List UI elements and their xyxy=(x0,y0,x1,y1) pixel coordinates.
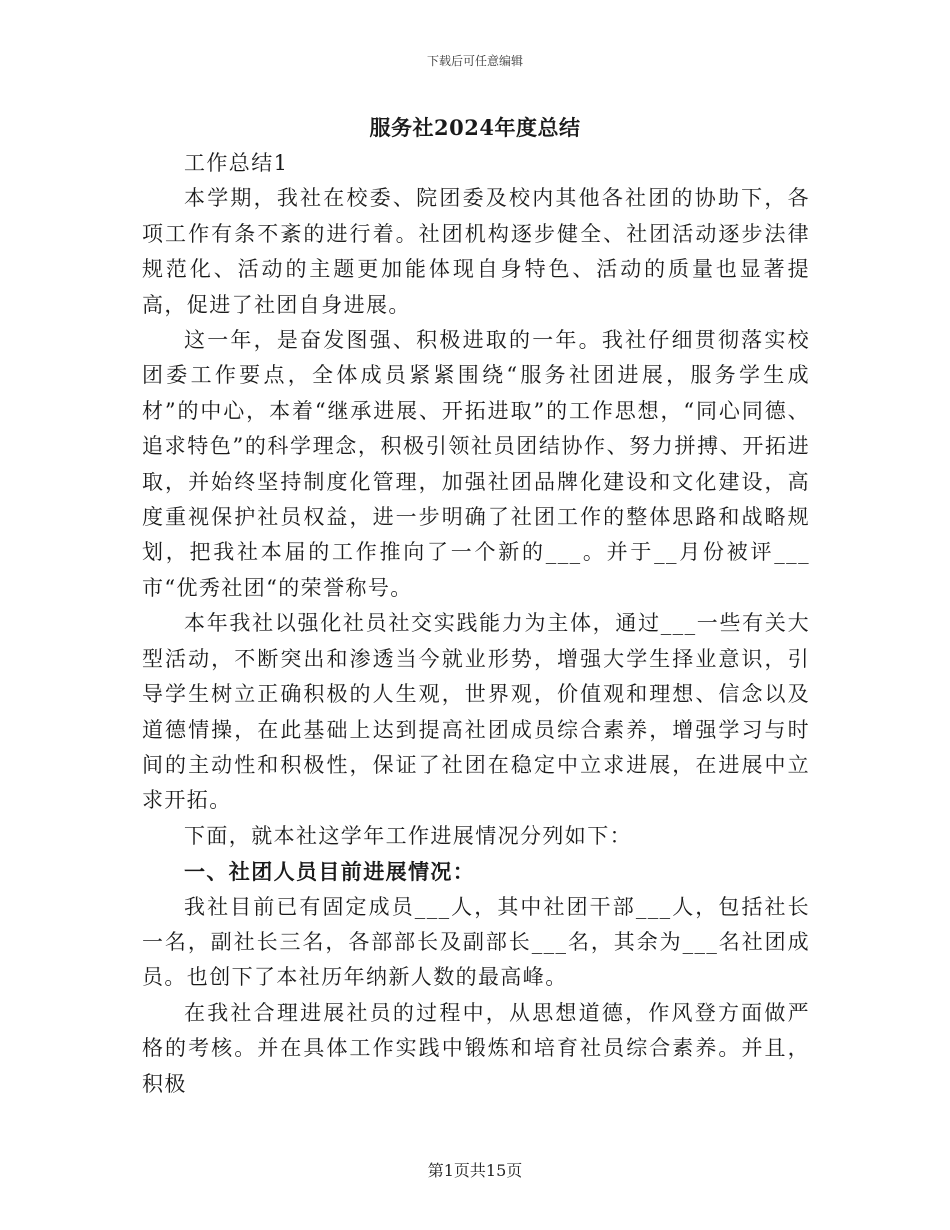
document-body xyxy=(142,146,810,1102)
paragraph: 我社目前已有固定成员___人，其中社团干部___人，包括社长一名，副社长三名，各部部长及副部长___名，其余为___名社团成员。也创下了本社历年纳新人数的最高峰。 xyxy=(142,894,810,990)
section-heading: 一、社团人员目前进展情况： xyxy=(184,859,476,885)
document-title: 服务社2024年度总结 xyxy=(369,115,581,140)
paragraph: 下面，就本社这学年工作进展情况分列如下： xyxy=(184,823,632,848)
paragraph: 本学期，我社在校委、院团委及校内其他各社团的协助下，各项工作有条不紊的进行着。社团机构逐步健全、社团活动逐步法律规范化、活动的主题更加能体现自身特色、活动的质量也显著提高，促进了社团自身进展。 xyxy=(142,186,810,317)
paragraph: 在我社合理进展社员的过程中，从思想道德，作风登方面做严格的考核。并在具体工作实践中锻炼和培育社员综合素养。并且，积极 xyxy=(142,1000,810,1096)
section-label: 工作总结1 xyxy=(184,151,289,175)
page-header-note: 下载后可任意编辑 xyxy=(426,54,523,68)
paragraph: 这一年，是奋发图强、积极进取的一年。我社仔细贯彻落实校团委工作要点，全体成员紧紧围绕“服务社团进展，服务学生成材”的中心，本着“继承进展、开拓进取”的工作思想，“同心同德、追求特色”的科学理念，积极引领社员团结协作、努力拼搏、开拓进取，并始终坚持制度化管理，加强社团品牌化建设和文化建设，高度重视保护社员权益，进一步明确了社团工作的整体思路和战略规划，把我社本届的工作推向了一个新的___。并于__月份被评___市“优秀社团“的荣誉称号。 xyxy=(142,328,810,600)
page-number-footer: 第1页共15页 xyxy=(427,1161,523,1180)
paragraph: 本年我社以强化社员社交实践能力为主体，通过___一些有关大型活动，不断突出和渗透当今就业形势，增强大学生择业意识，引导学生树立正确积极的人生观，世界观，价值观和理想、信念以及道德情操，在此基础上达到提高社团成员综合素养，增强学习与时间的主动性和积极性，保证了社团在稳定中立求进展，在进展中立求开拓。 xyxy=(142,611,810,813)
